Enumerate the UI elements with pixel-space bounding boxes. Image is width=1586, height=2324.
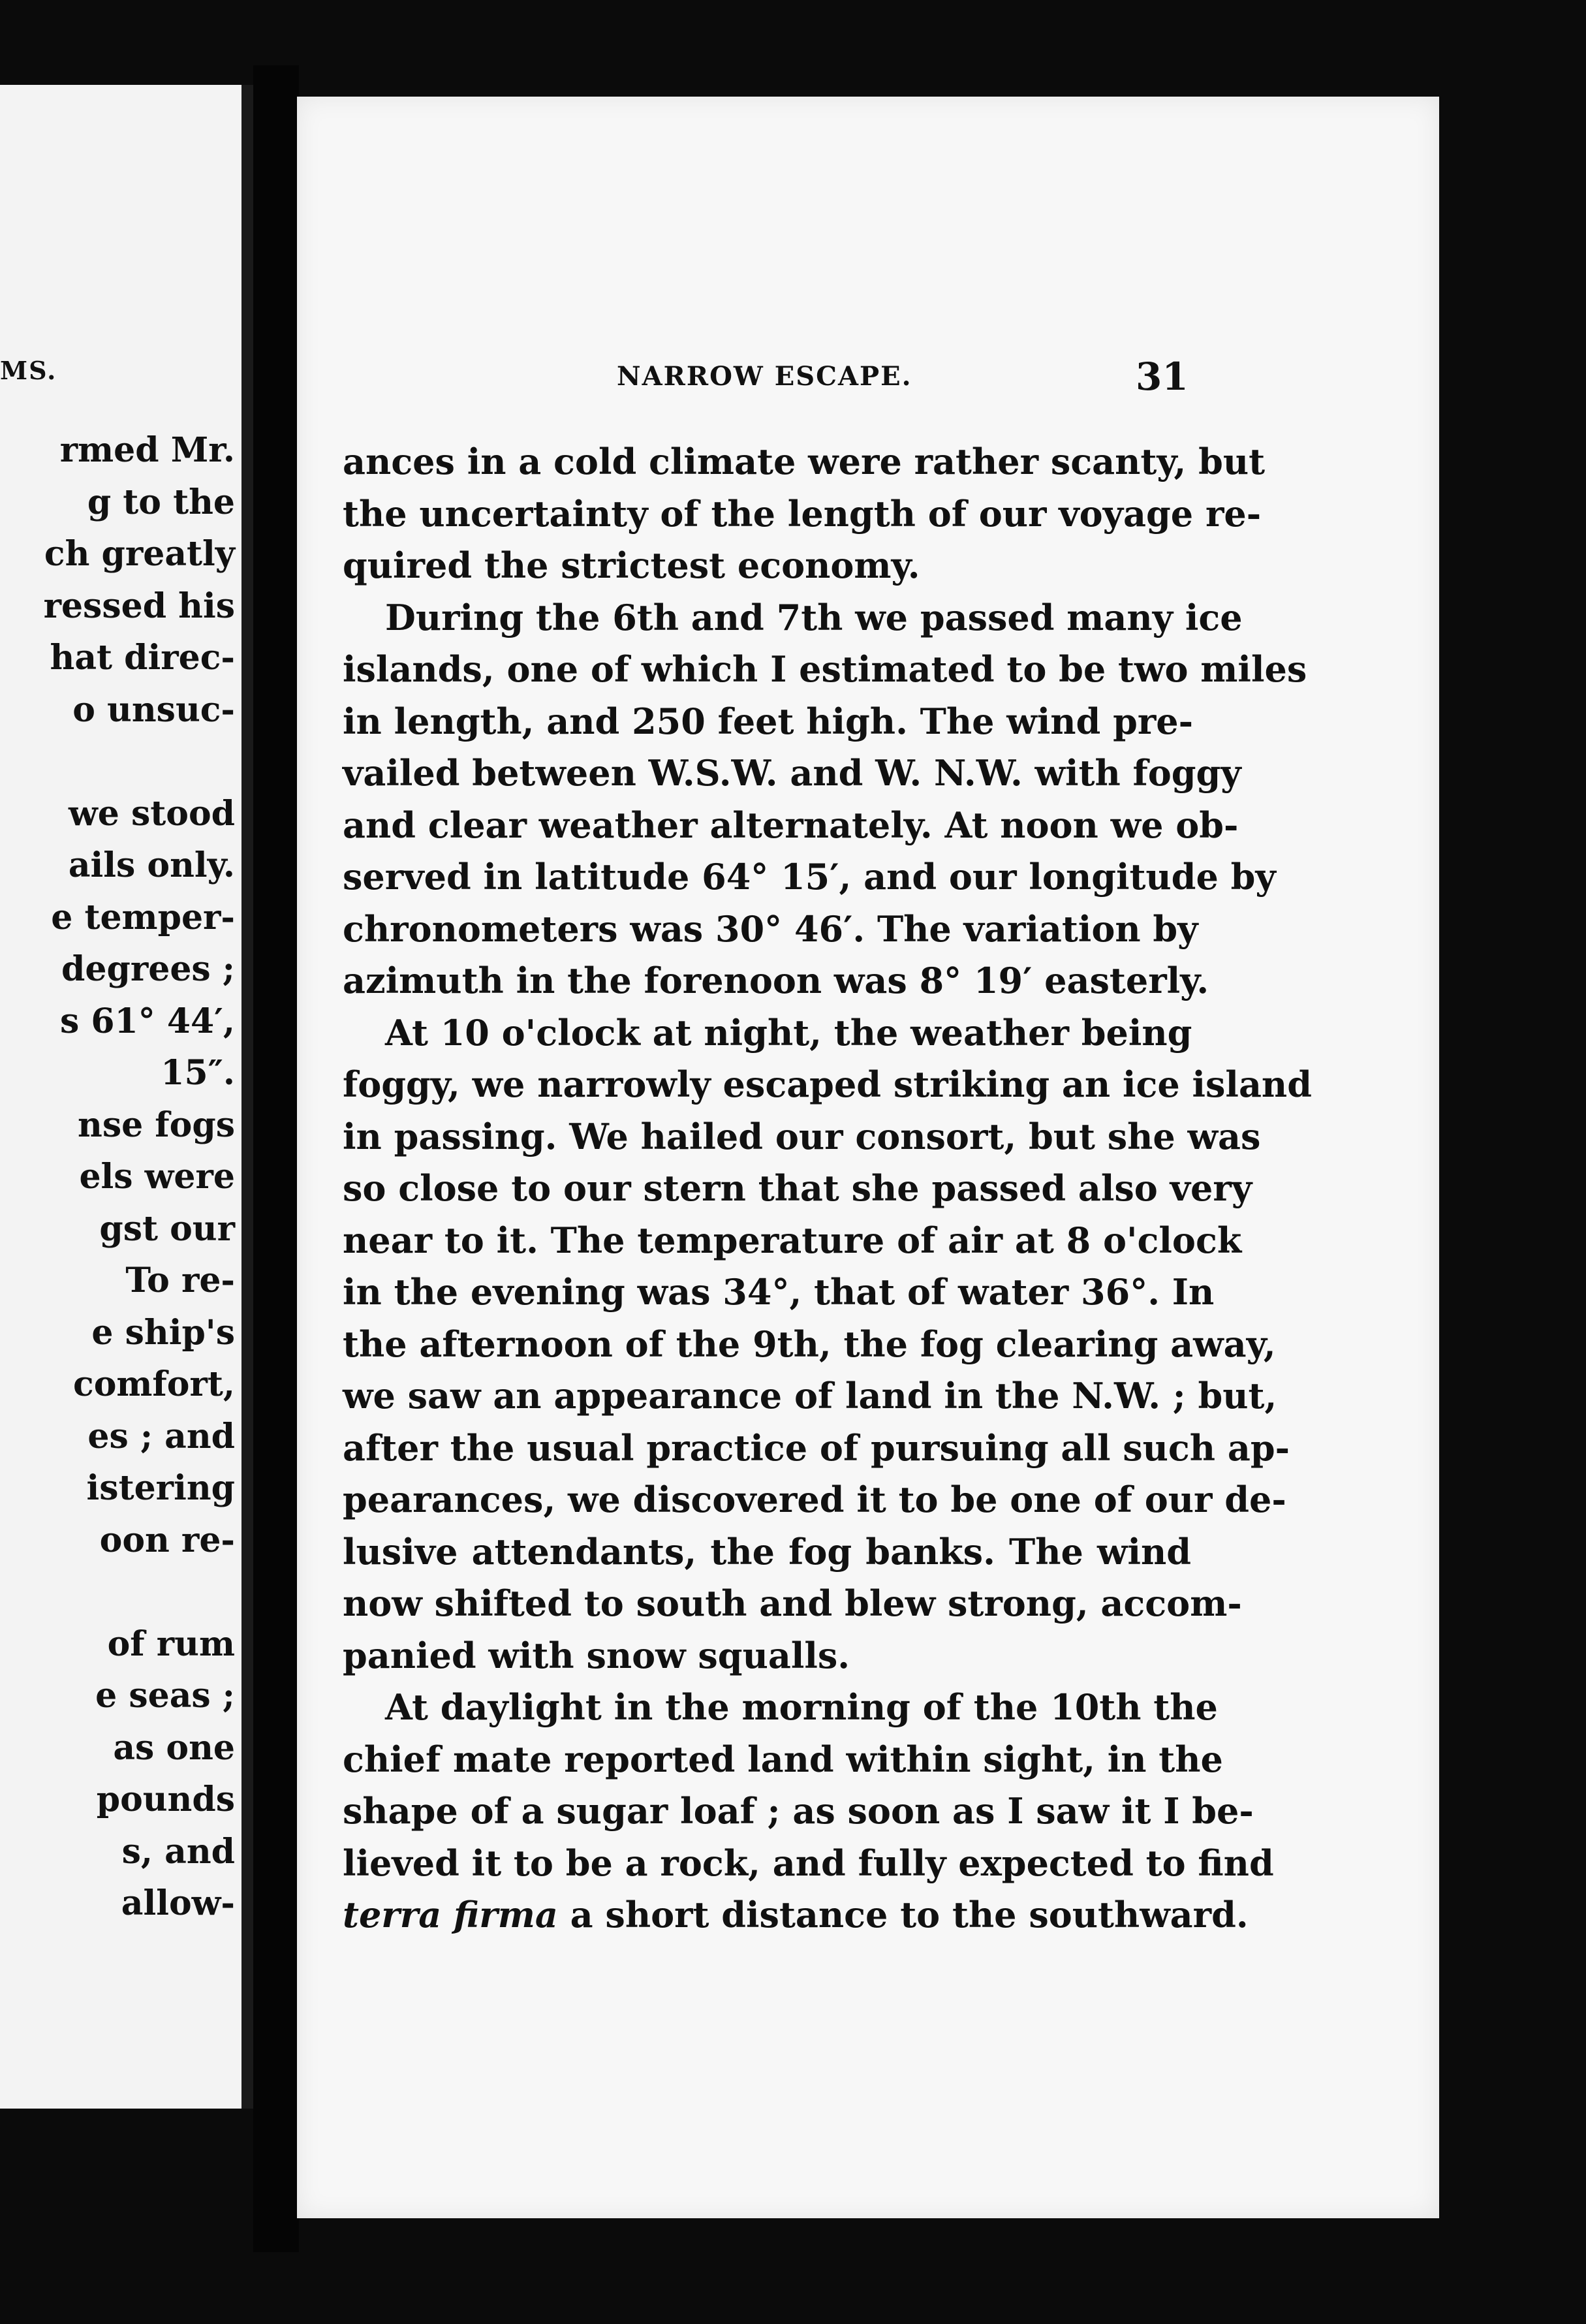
text-line: after the usual practice of pursuing all such ap- [343, 1426, 1290, 1469]
book-gutter [253, 65, 299, 2252]
previous-page-line: ails only. [68, 845, 235, 885]
page-number: 31 [1136, 354, 1189, 399]
scan-border [1439, 91, 1586, 2324]
previous-page-line: To re- [125, 1261, 235, 1300]
previous-page-line: o unsuc- [72, 689, 235, 730]
text-line: in the evening was 34°, that of water 36°. In [343, 1271, 1215, 1313]
text-line: azimuth in the forenoon was 8° 19′ easterly. [343, 960, 1209, 1001]
previous-page-line: we stood [69, 793, 235, 834]
text-line: ances in a cold climate were rather scanty, but [343, 441, 1266, 482]
text-line: in length, and 250 feet high. The wind pre- [343, 700, 1194, 742]
paragraph [343, 1682, 1274, 1941]
text-line: chief mate reported land within sight, in the [343, 1738, 1223, 1780]
previous-page-line: 15″. [161, 1053, 235, 1093]
previous-page-line: comfort, [73, 1364, 235, 1404]
previous-page-line: degrees ; [61, 949, 235, 989]
text-line: panied with snow squalls. [343, 1634, 850, 1676]
text-line: in passing. We hailed our consort, but she was [343, 1115, 1261, 1157]
text-line: lusive attendants, the fog banks. The wind [343, 1530, 1191, 1573]
previous-page-line: s 61° 44′, [59, 1001, 235, 1041]
previous-page-fragment [0, 85, 253, 2109]
running-head: NARROW ESCAPE. [617, 361, 912, 392]
previous-page-line [13, 1566, 235, 1618]
text-line: During the 6th and 7th we passed many ice [385, 596, 1243, 638]
text-line: so close to our stern that she passed also very [343, 1167, 1252, 1209]
text-line: At daylight in the morning of the 10th the [385, 1686, 1218, 1728]
text-line: we saw an appearance of land in the N.W. ; but, [343, 1375, 1277, 1417]
text-line: pearances, we discovered it to be one of our de- [343, 1479, 1286, 1520]
text-line: quired the strictest economy. [343, 544, 920, 586]
text-line: served in latitude 64° 15′, and our longitude by [343, 856, 1276, 898]
text-line: islands, one of which I estimated to be two miles [343, 648, 1307, 690]
previous-page-line: rmed Mr. [59, 430, 235, 470]
text-line: chronometers was 30° 46′. The variation by [343, 907, 1198, 950]
text-line: At 10 o'clock at night, the weather being [385, 1011, 1192, 1054]
previous-page-line [13, 736, 235, 788]
text-line: and clear weather alternately. At noon we ob- [343, 804, 1239, 846]
previous-page-line: hat direc- [50, 638, 235, 678]
text-line: shape of a sugar loaf ; as soon as I saw it I be- [343, 1790, 1254, 1832]
previous-page-line: allow- [121, 1883, 235, 1923]
text-line: vailed between W.S.W. and W. N.W. with foggy [343, 752, 1241, 794]
previous-page-line: as one [113, 1727, 235, 1768]
previous-page-line: e temper- [51, 897, 235, 937]
previous-page-line: es ; and [87, 1416, 235, 1456]
previous-page-line: g to the [87, 482, 235, 522]
previous-page-line: nse fogs [78, 1105, 235, 1145]
previous-page-running-head: MS. [0, 356, 57, 385]
text-line: near to it. The temperature of air at 8 o'clock [343, 1219, 1242, 1261]
previous-page-line: istering [86, 1468, 235, 1508]
previous-page-line: oon re- [99, 1520, 235, 1560]
text-span: a short distance to the southward. [557, 1894, 1249, 1936]
paragraph [343, 1007, 1312, 1682]
previous-page-line: ch greatly [44, 534, 235, 574]
previous-page-line: e ship's [91, 1312, 235, 1353]
previous-page-line: ressed his [43, 586, 235, 626]
book-page [297, 97, 1439, 2218]
text-line [343, 1889, 1249, 1941]
paragraph [343, 592, 1307, 1007]
previous-page-line: of rum [107, 1624, 235, 1664]
previous-page-line: els were [79, 1157, 235, 1197]
body-text [343, 436, 1312, 1941]
text-line: now shifted to south and blew strong, accom- [343, 1582, 1242, 1624]
previous-page-line: e seas ; [95, 1676, 235, 1716]
italic-phrase: terra firma [343, 1894, 558, 1936]
text-line: the afternoon of the 9th, the fog clearing away, [343, 1323, 1276, 1365]
previous-page-line: s, and [121, 1831, 235, 1872]
previous-page-line: pounds [96, 1780, 235, 1819]
previous-page-line: gst our [99, 1208, 235, 1249]
text-line: foggy, we narrowly escaped striking an ice island [343, 1063, 1312, 1105]
previous-page-text [13, 424, 235, 1930]
paragraph [343, 436, 1266, 592]
text-line: lieved it to be a rock, and fully expected to find [343, 1842, 1274, 1884]
text-line: the uncertainty of the length of our voyage re- [343, 492, 1262, 535]
